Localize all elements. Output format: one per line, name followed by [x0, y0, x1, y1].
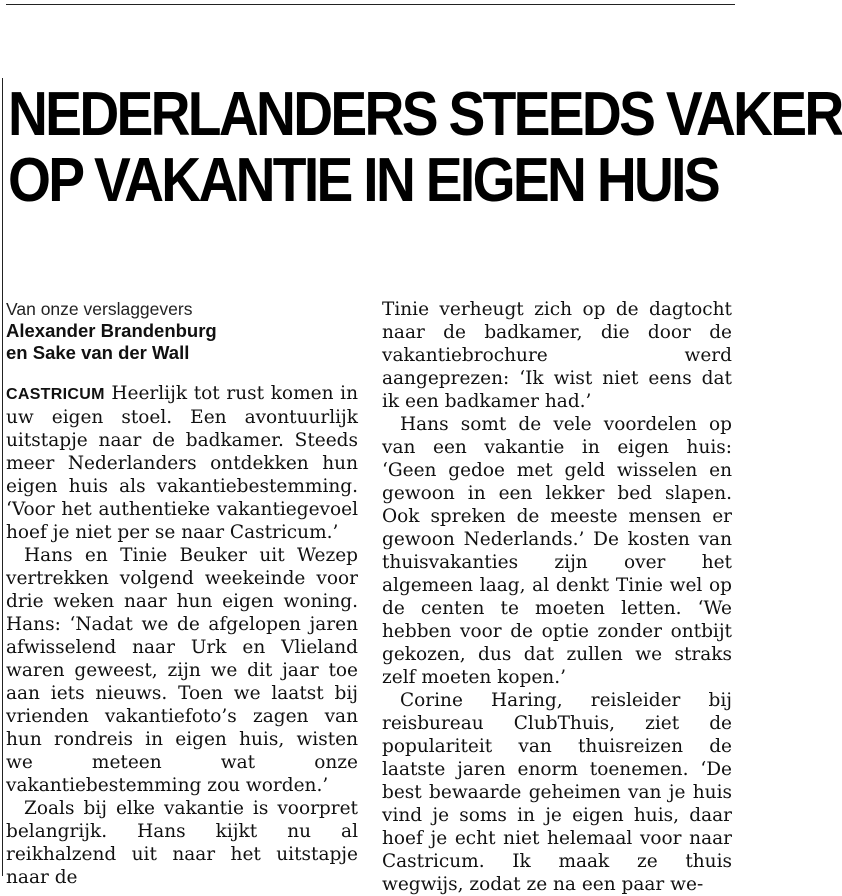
paragraph-2: Hans en Tinie Beuker uit Wezep vertrekken volgend weekeinde voor drie weken naar hun eigen woning. Hans: ‘Nadat we de afgelopen jaren afwisselend naar Urk en Vlieland waren geweest, zijn we dit jaar toe aan iets nieuws. Toen we laatst bij vrienden vakantiefoto’s zagen van hun rondreis in eigen huis, wisten we meteen wat onze vakantiebestemming zou worden.’	[6, 545, 358, 796]
paragraph-6: Corine Haring, reisleider bij reisbureau ClubThuis, ziet de populariteit van thuisreizen de laatste jaren enorm toenemen. ‘De best bewaarde geheimen van je huis vind je soms in je eigen huis, daar hoef je echt niet helemaal voor naar Castricum. Ik maak ze thuis wegwijs, zodat ze na een paar we-	[382, 690, 732, 895]
top-rule	[6, 4, 735, 5]
paragraph-5: Hans somt de vele voordelen op van een vakantie in eigen huis: ‘Geen gedoe met geld wisselen en gewoon in een lekker bed slapen. Ook spreken de meeste mensen er gewoon Nederlands.’ De kosten van thuisvakanties zijn over het algemeen laag, al denkt Tinie wel op de centen te moeten letten. ‘We hebben voor de optie zonder ontbijt gekozen, dus dat zullen we straks zelf moeten kopen.’	[382, 414, 732, 688]
paragraph-4: Tinie verheugt zich op de dagtocht naar de badkamer, die door de vakantiebrochure werd aangeprezen: ‘Ik wist niet eens dat ik een badkamer had.’	[382, 299, 732, 412]
byline-author-2: en Sake van der Wall	[6, 342, 190, 363]
article-column-right	[382, 298, 732, 896]
byline-author-1: Alexander Brandenburg	[6, 320, 217, 341]
left-column-rule	[2, 78, 3, 876]
article-column-left	[6, 298, 358, 889]
paragraph-1	[6, 382, 358, 544]
paragraph-3: Zoals bij elke vakantie is voorpret belangrijk. Hans kijkt nu al reikhalzend uit naar het uitstapje naar de	[6, 798, 358, 888]
dateline: CASTRICUM	[6, 386, 105, 403]
headline-line-2: OP VAKANTIE IN EIGEN HUIS	[8, 146, 718, 215]
byline-authors	[6, 320, 358, 364]
paragraph-1-text: Heerlijk tot rust komen in uw eigen stoel. Een avontuurlijk uitstapje naar de badkamer. Steeds meer Nederlanders ontdekken hun eigen huis als vakantiebestemming. ‘Voor het authentieke vakantiegevoel hoef je niet per se naar Castricum.’	[6, 383, 358, 543]
headline	[8, 80, 842, 215]
byline-intro: Van onze verslaggevers	[6, 299, 193, 319]
headline-line-1: NEDERLANDERS STEEDS VAKER	[8, 80, 842, 149]
